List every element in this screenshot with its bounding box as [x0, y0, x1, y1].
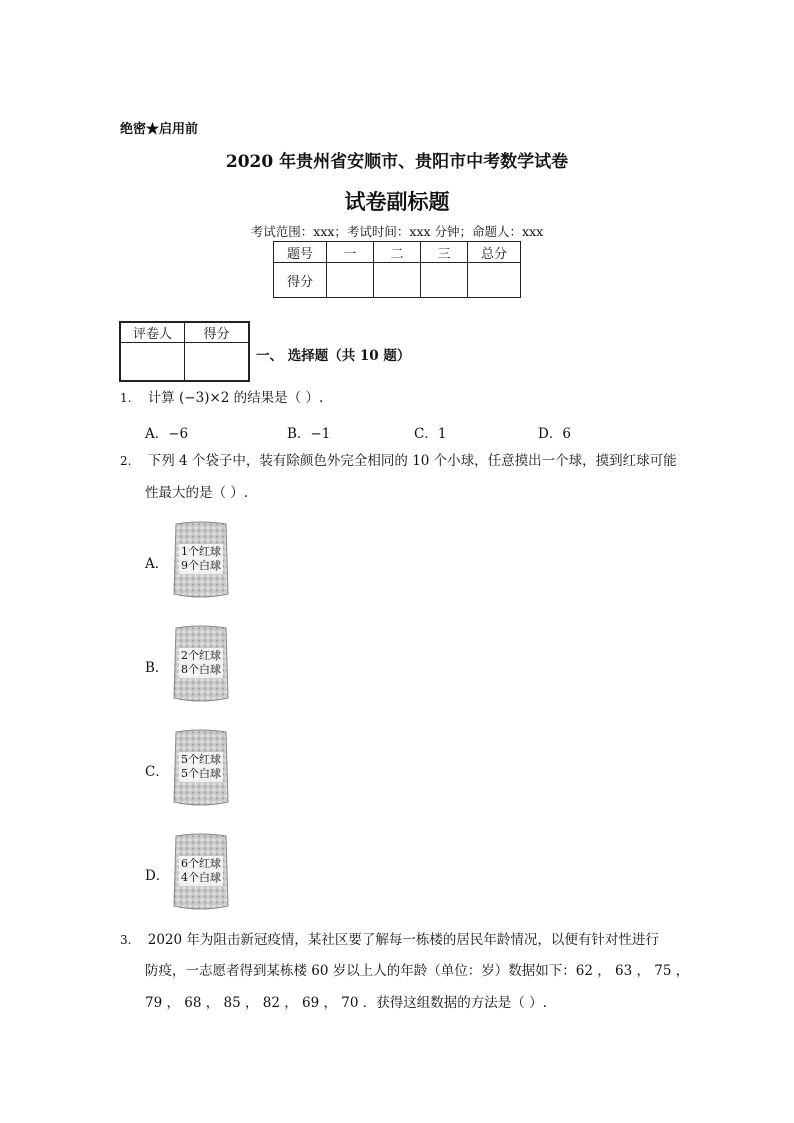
score-header-2: 二 [374, 242, 421, 263]
bag-c-image [170, 728, 232, 808]
bag-white-count: 4个白球 [181, 871, 221, 884]
bag-option-d-label: D． [145, 868, 170, 884]
bag-option-b-label: B． [145, 660, 169, 676]
exam-info: 考试范围：xxx；考试时间：xxx 分钟；命题人：xxx [250, 224, 544, 239]
question-text-line1: 下列 4 个袋子中，装有除颜色外完全相同的 10 个小球，任意摸出一个球，摸到红球可能 [147, 453, 677, 469]
question-text-line2: 性最大的是（ ）. [145, 485, 249, 501]
bag-d-image [170, 832, 232, 912]
question-text-line3: 79 ， 68 ， 85 ， 82 ， 69 ， 70 ．获得这组数据的方法是（ ）. [145, 995, 547, 1011]
score-header-total: 总分 [468, 242, 521, 263]
option-a: A．−6 [145, 426, 189, 442]
bag-white-count: 9个白球 [181, 559, 221, 572]
score-table [273, 241, 521, 298]
score-cell [327, 263, 374, 298]
grader-cell [120, 343, 185, 382]
exam-title: 2020 年贵州省安顺市、贵阳市中考数学试卷 [225, 152, 569, 172]
grader-score-cell [185, 343, 250, 382]
bag-white-count: 5个白球 [181, 767, 221, 780]
grader-score-header: 得分 [185, 322, 250, 343]
question-text-line1: 2020 年为阻击新冠疫情，某社区要了解每一栋楼的居民年龄情况，以便有针对性进行 [147, 932, 659, 948]
bag-red-count: 2个红球 [181, 649, 221, 662]
bag-b-image [170, 624, 232, 704]
question-text-line2: 防疫，一志愿者得到某栋楼 60 岁以上人的年龄（单位：岁）数据如下：62 ， 63 ， 75 ， [145, 963, 690, 979]
score-cell [421, 263, 468, 298]
question-3 [120, 925, 659, 956]
bag-red-count: 5个红球 [181, 753, 221, 766]
question-text: 计算 (−3)×2 的结果是（ ）. [147, 390, 324, 406]
option-b: B．−1 [287, 426, 331, 442]
score-cell [468, 263, 521, 298]
bag-a-image [170, 520, 232, 600]
bag-white-count: 8个白球 [181, 663, 221, 676]
score-header-3: 三 [421, 242, 468, 263]
bag-red-count: 1个红球 [181, 545, 221, 558]
option-c: C．1 [414, 426, 447, 442]
question-number: 1. [120, 391, 132, 405]
score-header-tihao: 题号 [274, 242, 327, 263]
bag-option-a-label: A． [145, 556, 169, 572]
question-1 [120, 383, 323, 414]
score-header-1: 一 [327, 242, 374, 263]
grader-table [119, 321, 250, 382]
question-number: 3. [120, 933, 132, 947]
confidential-mark: 绝密★启用前 [120, 122, 199, 137]
bag-option-c-label: C． [145, 764, 169, 780]
section-title: 一、 选择题（共 10 题） [256, 348, 411, 364]
option-d: D．6 [538, 426, 571, 442]
exam-subtitle: 试卷副标题 [344, 189, 450, 214]
grader-header: 评卷人 [120, 322, 185, 343]
question-2 [120, 446, 677, 477]
bag-red-count: 6个红球 [181, 857, 221, 870]
question-number: 2. [120, 454, 132, 468]
score-row-label: 得分 [274, 263, 327, 298]
score-cell [374, 263, 421, 298]
